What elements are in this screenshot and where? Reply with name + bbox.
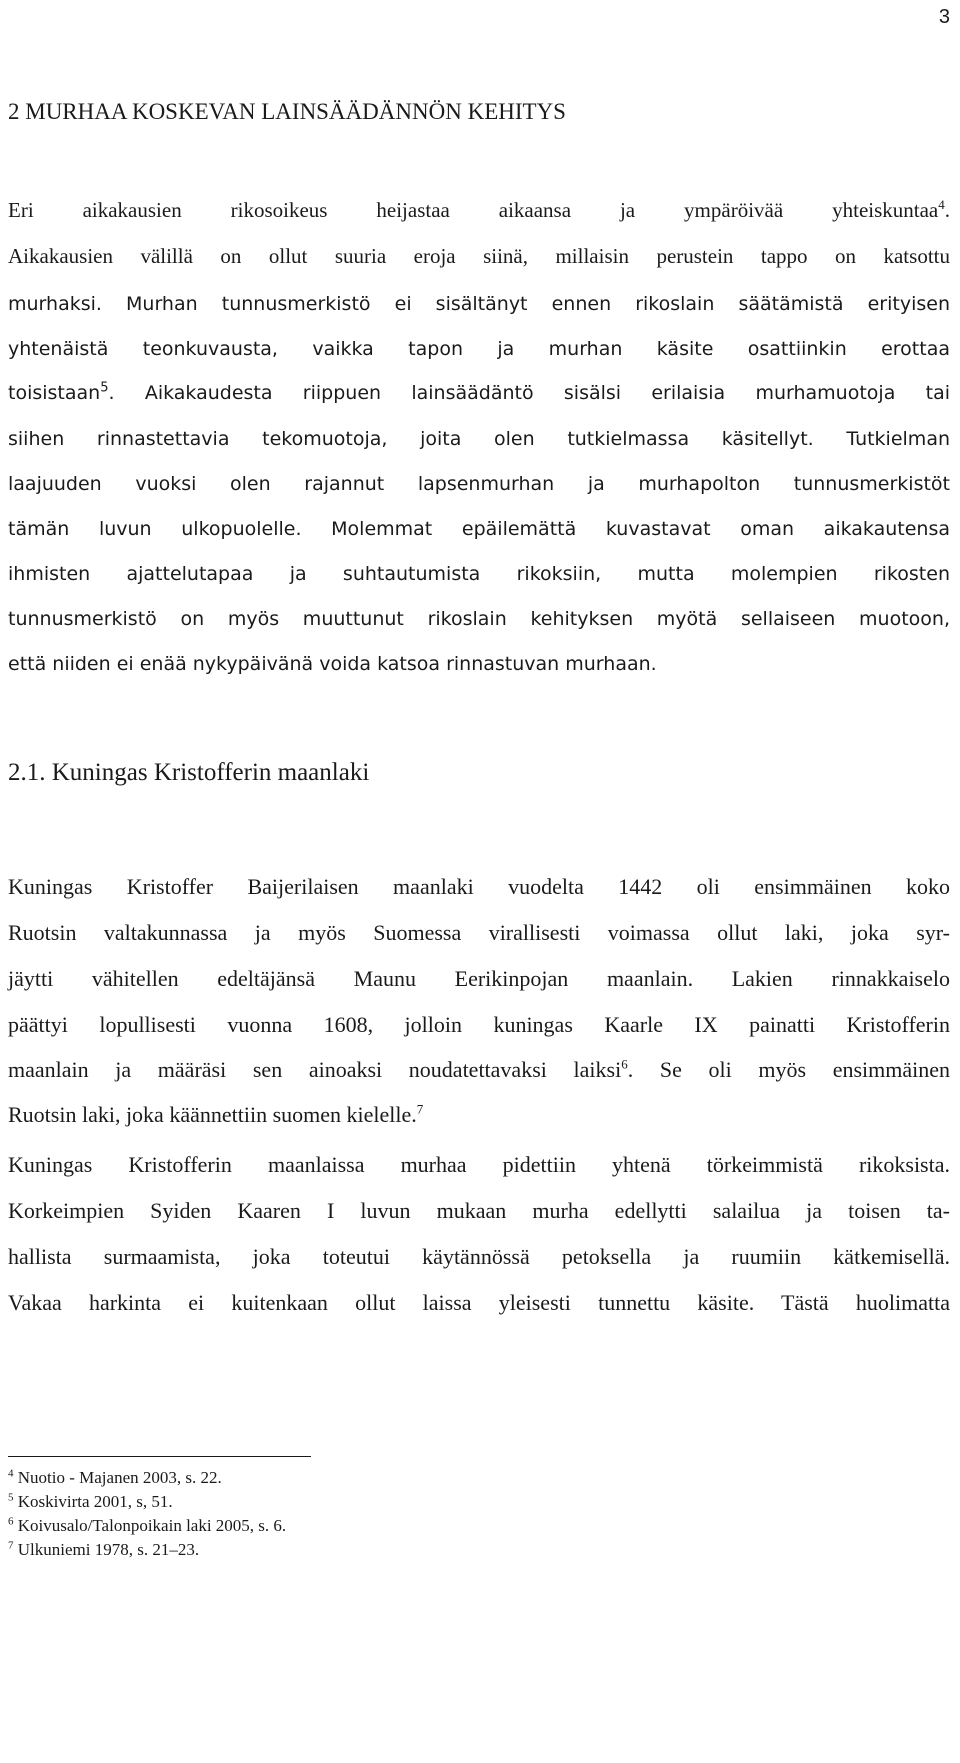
section-heading: 2.1. Kuningas Kristofferin maanlaki — [8, 759, 370, 786]
footnote-number: 4 — [8, 1467, 14, 1480]
text-line: laajuuden vuoksi olen rajannut lapsenmurhan ja murhapolton tunnusmerkistöt — [8, 473, 950, 495]
text-line: että niiden ei enää nykypäivänä voida katsoa rinnastuvan murhaan. — [8, 653, 657, 675]
footnote-ref: 4 — [938, 197, 945, 212]
text-line: Korkeimpien Syiden Kaaren I luvun mukaan murha edellytti salailua ja toisen ta- — [8, 1198, 950, 1223]
text-span: toisistaan — [8, 382, 101, 404]
footnote-ref: 5 — [100, 380, 109, 396]
text-line: tämän luvun ulkopuolelle. Molemmat epäilemättä kuvastavat oman aikakautensa — [8, 518, 950, 540]
footnotes — [8, 1466, 286, 1562]
text-span: . Se oli myös ensimmäinen — [627, 1057, 951, 1082]
text-line — [8, 380, 950, 404]
footnote-text: Koivusalo/Talonpoikain laki 2005, s. 6. — [17, 1516, 287, 1535]
footnote-text: Koskivirta 2001, s, 51. — [17, 1492, 173, 1511]
text-line — [8, 1101, 424, 1127]
text-line: yhtenäistä teonkuvausta, vaikka tapon ja murhan käsite osattiinkin erottaa — [8, 338, 950, 360]
footnote-ref: 7 — [416, 1101, 424, 1117]
text-span: Eri aikakausien rikosoikeus heijastaa aikaansa ja ympäröivää yhteiskuntaa — [8, 198, 939, 222]
text-line — [8, 1056, 951, 1082]
text-line: Aikakausien välillä on ollut suuria eroja siinä, millaisin perustein tappo on katsottu — [8, 244, 950, 268]
text-line: murhaksi. Murhan tunnusmerkistö ei sisältänyt ennen rikoslain säätämistä erityisen — [8, 293, 950, 315]
text-line: Kuningas Kristoffer Baijerilaisen maanlaki vuodelta 1442 oli ensimmäinen koko — [8, 874, 950, 899]
text-line: päättyi lopullisesti vuonna 1608, jolloin kuningas Kaarle IX painatti Kristofferin — [8, 1012, 950, 1037]
text-span: . Aikakaudesta riippuen lainsäädäntö sisälsi erilaisia murhamuotoja tai — [108, 382, 950, 404]
footnote — [8, 1466, 286, 1490]
page-number: 3 — [938, 6, 950, 28]
footnote — [8, 1538, 286, 1562]
footnote-number: 5 — [8, 1491, 14, 1504]
chapter-heading: 2 MURHAA KOSKEVAN LAINSÄÄDÄNNÖN KEHITYS — [8, 99, 566, 124]
footnote-text: Ulkuniemi 1978, s. 21–23. — [17, 1540, 200, 1559]
footnote — [8, 1490, 286, 1514]
text-line: siihen rinnastettavia tekomuotoja, joita olen tutkielmassa käsitellyt. Tutkielman — [8, 428, 950, 450]
text-line: Ruotsin valtakunnassa ja myös Suomessa virallisesti voimassa ollut laki, joka syr- — [8, 920, 950, 945]
text-span: . — [944, 198, 950, 222]
text-span: Ruotsin laki, joka käännettiin suomen kielelle. — [8, 1102, 417, 1127]
text-line — [8, 197, 950, 222]
footnote-number: 6 — [8, 1515, 14, 1528]
text-line: hallista surmaamista, joka toteutui käytännössä petoksella ja ruumiin kätkemisellä. — [8, 1244, 950, 1269]
text-span: maanlain ja määräsi sen ainoaksi noudatettavaksi laiksi — [8, 1057, 622, 1082]
footnote-text: Nuotio - Majanen 2003, s. 22. — [17, 1468, 222, 1487]
text-line: jäytti vähitellen edeltäjänsä Maunu Eerikinpojan maanlain. Lakien rinnakkaiselo — [8, 966, 950, 991]
footnote-number: 7 — [8, 1539, 14, 1552]
footnote-separator — [8, 1456, 311, 1457]
text-line: Kuningas Kristofferin maanlaissa murhaa pidettiin yhtenä törkeimmistä rikoksista. — [8, 1152, 950, 1177]
text-line: Vakaa harkinta ei kuitenkaan ollut laissa yleisesti tunnettu käsite. Tästä huolimatta — [8, 1290, 950, 1315]
text-line: ihmisten ajattelutapaa ja suhtautumista rikoksiin, mutta molempien rikosten — [8, 563, 950, 585]
text-line: tunnusmerkistö on myös muuttunut rikoslain kehityksen myötä sellaiseen muotoon, — [8, 608, 950, 630]
footnote — [8, 1514, 286, 1538]
footnote-ref: 6 — [621, 1056, 628, 1072]
